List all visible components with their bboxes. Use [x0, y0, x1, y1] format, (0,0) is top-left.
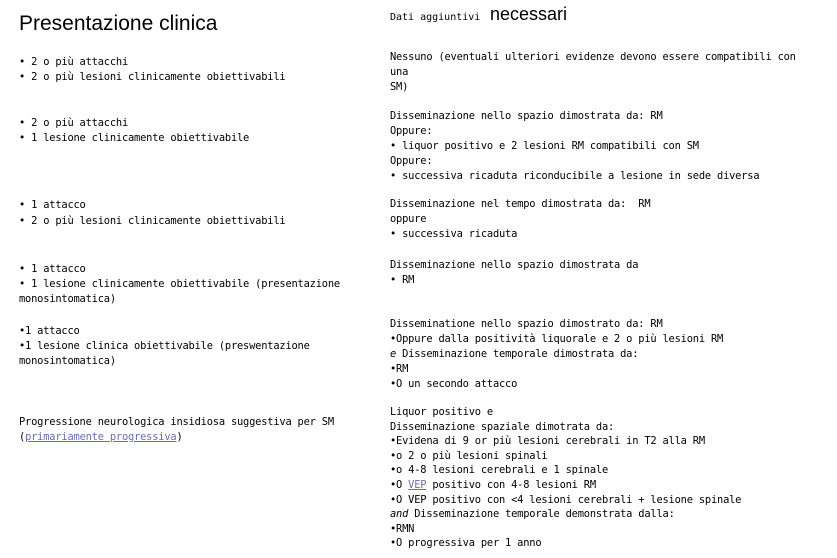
row-6-presentation [19, 415, 349, 445]
column-header-clinical-presentation: Presentazione clinica [19, 12, 218, 35]
row-5-right-line: •Oppure dalla positività liquorale e 2 o più lesioni RM [390, 333, 724, 345]
header-small-text: Dati aggiuntivi [390, 12, 481, 23]
row-1-right-line: SM) [390, 81, 409, 93]
row-4-additional [390, 258, 815, 288]
row-3-presentation [19, 198, 349, 229]
row-2-right-line: • liquor positivo e 2 lesioni RM compatibili con SM [390, 140, 699, 152]
row-5-left-line: •1 attacco [19, 325, 80, 337]
row-6-right-line [390, 478, 815, 493]
row-5-additional [390, 317, 815, 392]
row-5-right-line [390, 347, 815, 362]
row-5-right-line: Disseminatione nello spazio dimostrato da: RM [390, 318, 663, 330]
row-2-left-line: • 1 lesione clinicamente obiettivabile [19, 132, 250, 144]
row-6-right-line: •o 2 o più lesioni spinali [390, 449, 548, 462]
row-4-left-line: • 1 attacco [19, 263, 86, 275]
row-2-right-line: • successiva ricaduta riconducibile a lesione in sede diversa [390, 170, 760, 182]
row-3-right-line: oppure [390, 213, 427, 225]
vep-prefix: •O [390, 478, 409, 491]
row-6-right-line: •o 4-8 lesioni cerebrali e 1 spinale [390, 464, 609, 477]
header-big-text: necessari [489, 4, 567, 24]
row-6-right-line: Disseminazione spaziale dimotrata da: [390, 420, 615, 433]
row-6-right-line: Liquor positivo e [390, 406, 493, 418]
column-header-additional-data [390, 4, 567, 25]
row-4-left-line: • 1 lesione clinicamente obiettivabile (presentazione [19, 278, 340, 290]
paren-open: ( [19, 431, 26, 443]
row-4-right-line: • RM [390, 274, 415, 286]
row-3-left-line: • 2 o più lesioni clinicamente obiettivabili [19, 215, 286, 227]
row-6-right-line: •RMN [390, 522, 415, 535]
row-4-right-line: Disseminazione nello spazio dimostrata da [390, 259, 639, 271]
row-1-additional [390, 50, 815, 95]
row-6-left-line: Progressione neurologica insidiosa suggestiva per SM [19, 416, 334, 428]
row-6-left-line [19, 430, 349, 445]
vep-link[interactable]: VEP [408, 478, 427, 491]
row-6-right-line: •O VEP positivo con <4 lesioni cerebrali + lesione spinale [390, 493, 742, 506]
row-5-right-text: Disseminazione temporale dimostrata da: [396, 348, 639, 360]
row-1-left-line: • 2 o più lesioni clinicamente obiettivabili [19, 71, 286, 83]
row-3-right-line: • successiva ricaduta [390, 228, 518, 240]
row-3-right-line: Disseminazione nel tempo dimostrata da: RM [390, 198, 651, 210]
row-5-left-line: monosintomatica) [19, 355, 116, 367]
primary-progressive-link[interactable]: primariamente progressiva [25, 431, 177, 443]
italic-conjunction: e [390, 348, 397, 360]
row-4-left-line: monosintomatica) [19, 293, 116, 305]
italic-conjunction: and [390, 508, 409, 521]
row-6-right-line: •O progressiva per 1 anno [390, 537, 542, 550]
row-6-right-text: Disseminazione temporale demonstrata dalla: [408, 508, 675, 521]
row-6-right-line: •Evidena di 9 or più lesioni cerebrali in T2 alla RM [390, 435, 705, 448]
row-2-left-line: • 2 o più attacchi [19, 117, 129, 129]
row-5-right-line: •RM [390, 363, 409, 375]
vep-suffix: positivo con 4-8 lesioni RM [426, 478, 596, 491]
row-2-additional [390, 109, 815, 184]
row-3-left-line: • 1 attacco [19, 199, 86, 211]
row-2-right-line: Oppure: [390, 125, 433, 137]
paren-close: ) [176, 431, 183, 443]
row-2-presentation [19, 116, 349, 146]
row-1-right-line: Nessuno (eventuali ulteriori evidenze devono essere compatibili con una [390, 51, 802, 78]
row-5-right-line: •O un secondo attacco [390, 378, 518, 390]
row-5-left-line: •1 lesione clinica obiettivabile (preswentazione [19, 340, 310, 352]
row-2-right-line: Oppure: [390, 155, 433, 167]
row-1-presentation [19, 55, 349, 85]
row-1-left-line: • 2 o più attacchi [19, 56, 129, 68]
row-5-presentation [19, 324, 349, 369]
row-6-right-line [390, 507, 815, 522]
row-4-presentation [19, 262, 349, 307]
row-6-additional [390, 405, 815, 551]
row-2-right-line: Disseminazione nello spazio dimostrata da: RM [390, 110, 663, 122]
row-3-additional [390, 197, 815, 242]
